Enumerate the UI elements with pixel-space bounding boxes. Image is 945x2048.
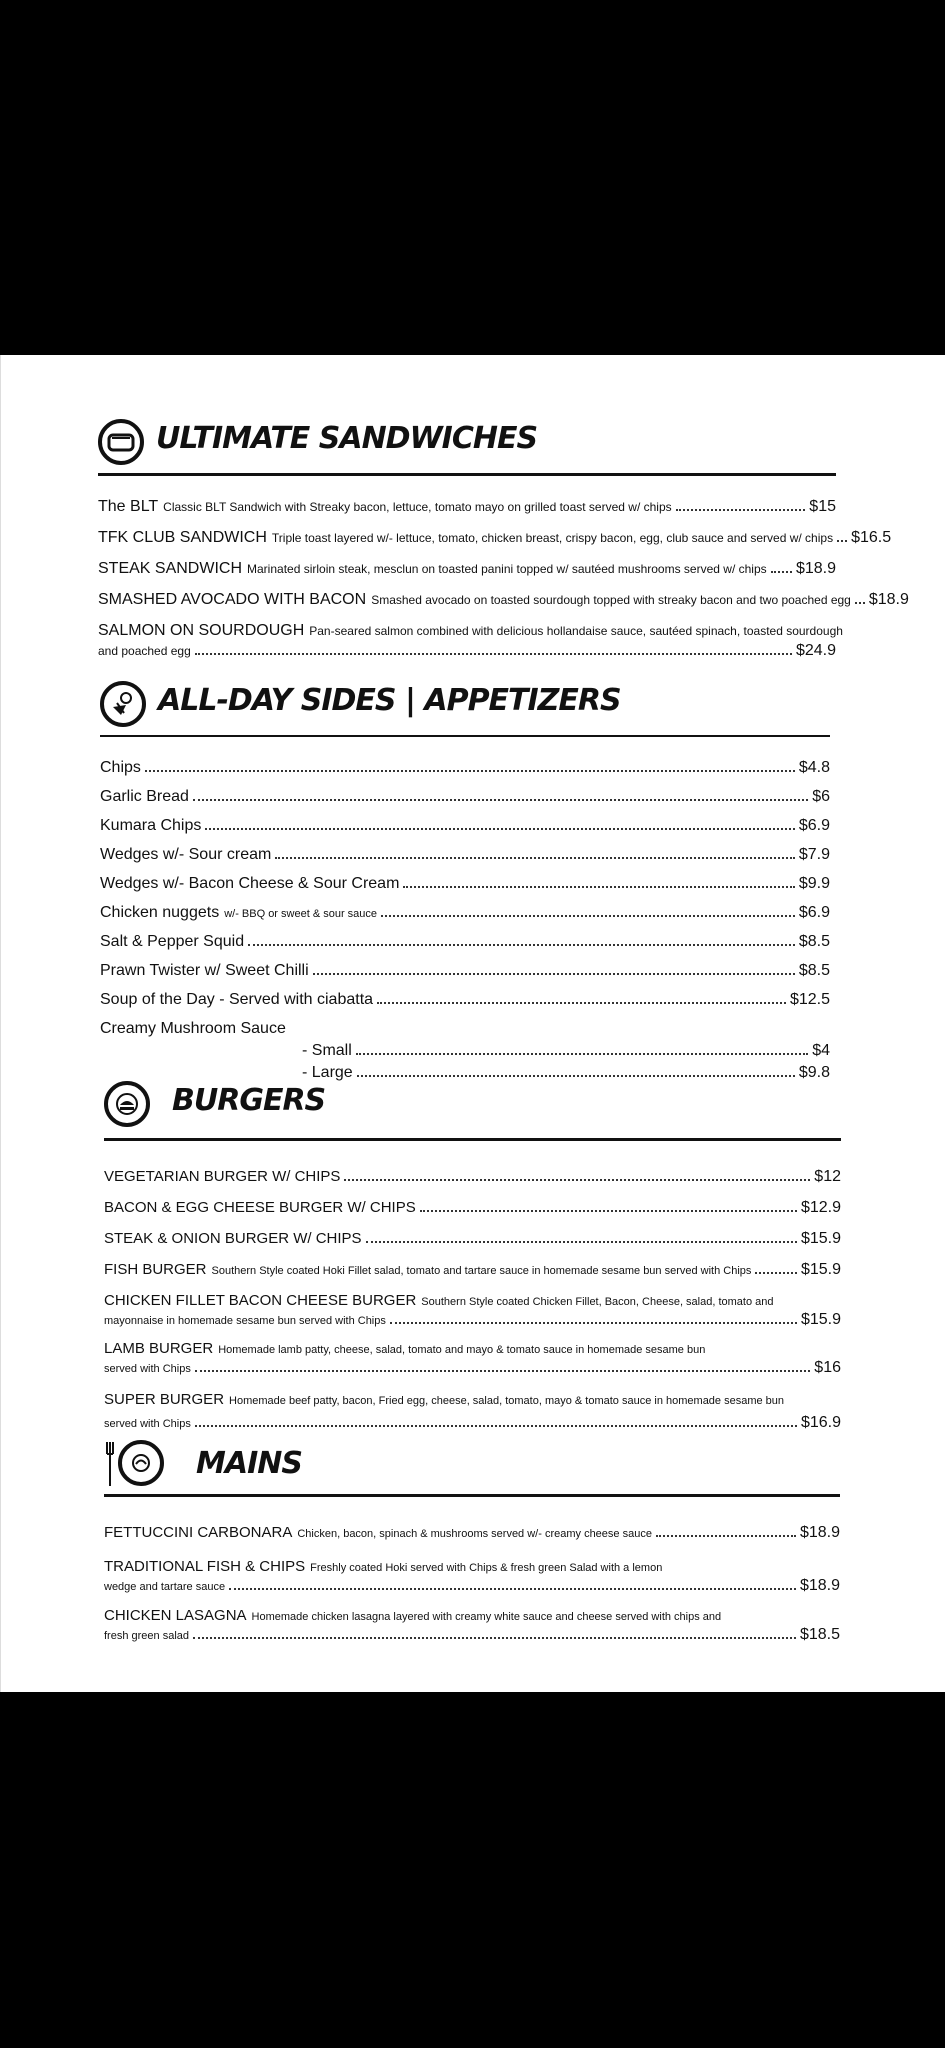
dot-leader [855, 602, 865, 604]
dot-leader [837, 540, 847, 542]
item-price: $9.9 [798, 875, 830, 892]
menu-item-salt-pepper-squid [100, 933, 830, 951]
cutlery-plate-icon [118, 1440, 164, 1486]
item-name: CHICKEN FILLET BACON CHEESE BURGER [104, 1292, 417, 1309]
item-name: LAMB BURGER [104, 1340, 214, 1357]
item-name: Creamy Mushroom Sauce [100, 1020, 286, 1037]
item-price: $15 [809, 498, 836, 515]
item-description: Chicken, bacon, spinach & mushrooms served w/- creamy cheese sauce [297, 1528, 652, 1540]
item-name: Wedges w/- Sour cream [100, 846, 272, 863]
item-price: $8.5 [798, 933, 830, 950]
menu-page [0, 355, 945, 1692]
item-price: $8.5 [798, 962, 830, 979]
dot-leader [676, 509, 806, 511]
item-description-cont: served with Chips [104, 1363, 191, 1375]
item-description: Homemade beef patty, bacon, Fried egg, cheese, salad, tomato, mayo & tomato sauce in homemade sesame bun [229, 1395, 785, 1407]
item-description: Classic BLT Sandwich with Streaky bacon, lettuce, tomato mayo on grilled toast served w/ chips [163, 500, 672, 514]
menu-item-garlic-bread [100, 788, 830, 806]
section-title: ULTIMATE SANDWICHES [156, 421, 538, 456]
item-name: Kumara Chips [100, 817, 202, 834]
item-name: SUPER BURGER [104, 1391, 225, 1408]
menu-item-chips [100, 759, 830, 777]
menu-item-chicken-lasagna [104, 1607, 840, 1644]
dot-leader [390, 1322, 797, 1324]
menu-item-chicken-nuggets [100, 904, 830, 922]
menu-item-lamb-burger [104, 1340, 841, 1377]
item-price: $18.9 [799, 1577, 840, 1594]
item-name: FISH BURGER [104, 1261, 207, 1278]
dot-leader [275, 857, 795, 859]
menu-item-fish-burger [104, 1261, 841, 1279]
dot-leader [193, 1637, 796, 1639]
item-name: The BLT [98, 498, 159, 515]
dot-leader [195, 1425, 797, 1427]
section-title: ALL-DAY SIDES | APPETIZERS [158, 683, 621, 718]
menu-item-prawn-twister [100, 962, 830, 980]
item-price: $12.9 [800, 1199, 841, 1216]
menu-item-tfk-club [98, 529, 892, 547]
item-price: $18.9 [868, 591, 909, 608]
item-name: TRADITIONAL FISH & CHIPS [104, 1558, 306, 1575]
item-description: Pan-seared salmon combined with delicious hollandaise sauce, sautéed spinach, toasted sourdough [309, 624, 843, 638]
item-name: STEAK SANDWICH [98, 560, 243, 577]
menu-item-steak-onion-burger [104, 1230, 841, 1248]
dot-leader [366, 1241, 797, 1243]
section-sides [100, 675, 830, 1081]
item-name: Salt & Pepper Squid [100, 933, 245, 950]
menu-item-fish-and-chips [104, 1558, 840, 1595]
item-name: FETTUCCINI CARBONARA [104, 1524, 293, 1541]
item-price: $7.9 [798, 846, 830, 863]
item-name: SMASHED AVOCADO WITH BACON [98, 591, 367, 608]
item-name: Garlic Bread [100, 788, 189, 805]
section-burgers [104, 1075, 841, 1431]
item-price: $18.5 [799, 1626, 840, 1643]
item-name: STEAK & ONION BURGER W/ CHIPS [104, 1230, 362, 1247]
dot-leader [195, 653, 792, 655]
item-price: $15.9 [800, 1230, 841, 1247]
item-price: $15.9 [800, 1311, 841, 1328]
dot-leader [195, 1370, 810, 1372]
item-name: - Large [302, 1064, 353, 1081]
item-description-cont: and poached egg [98, 644, 191, 658]
menu-item-vegetarian-burger [104, 1168, 841, 1186]
menu-item-steak-sandwich [98, 560, 836, 578]
item-price: $4 [812, 1042, 830, 1059]
item-description: Homemade lamb patty, cheese, salad, tomato and mayo & tomato sauce in homemade sesame bun [218, 1344, 706, 1356]
item-price: $6 [812, 788, 830, 805]
dot-leader [248, 944, 795, 946]
section-header [104, 1075, 841, 1141]
dot-leader [145, 770, 795, 772]
item-name: Wedges w/- Bacon Cheese & Sour Cream [100, 875, 400, 892]
item-name: Chips [100, 759, 141, 776]
sandwich-icon [98, 419, 144, 465]
section-sandwiches [98, 413, 909, 659]
dot-leader [420, 1210, 797, 1212]
item-description: Triple toast layered w/- lettuce, tomato, chicken breast, crispy bacon, egg, club sauce and served w/ chips [271, 531, 834, 545]
dot-leader [377, 1002, 786, 1004]
menu-subitem-small [302, 1042, 830, 1060]
item-price: $24.9 [795, 642, 836, 659]
dot-leader [403, 886, 794, 888]
dot-leader [205, 828, 794, 830]
item-price: $12.5 [789, 991, 830, 1008]
menu-item-blt [98, 498, 836, 516]
item-name: - Small [302, 1042, 352, 1059]
menu-item-soup-of-the-day [100, 991, 830, 1009]
item-price: $12 [814, 1168, 841, 1185]
item-price: $16 [814, 1359, 841, 1376]
dot-leader [755, 1272, 797, 1274]
fork-icon [106, 1442, 114, 1486]
item-name: Prawn Twister w/ Sweet Chilli [100, 962, 309, 979]
item-name: VEGETARIAN BURGER W/ CHIPS [104, 1168, 341, 1185]
item-price: $9.8 [798, 1064, 830, 1081]
item-price: $15.9 [800, 1261, 841, 1278]
item-name: TFK CLUB SANDWICH [98, 529, 267, 546]
menu-item-salmon-sourdough [98, 622, 843, 660]
dot-leader [656, 1535, 796, 1537]
dot-leader [771, 571, 792, 573]
menu-item-wedges-bacon-cheese [100, 875, 830, 893]
item-description: Southern Style coated Chicken Fillet, Bacon, Cheese, salad, tomato and [421, 1296, 774, 1308]
item-description: Freshly coated Hoki served with Chips & fresh green Salad with a lemon [310, 1562, 663, 1574]
item-description: Southern Style coated Hoki Fillet salad, tomato and tartare sauce in homemade sesame bun served with Chips [211, 1265, 752, 1277]
dot-leader [381, 915, 795, 917]
item-name: CHICKEN LASAGNA [104, 1607, 247, 1624]
item-description-cont: mayonnaise in homemade sesame bun served with Chips [104, 1315, 386, 1327]
menu-item-wedges-sour-cream [100, 846, 830, 864]
item-description: Smashed avocado on toasted sourdough topped with streaky bacon and two poached egg [371, 593, 851, 607]
item-name: Soup of the Day - Served with ciabatta [100, 991, 374, 1008]
burger-plate-icon [104, 1081, 150, 1127]
item-description-cont: wedge and tartare sauce [104, 1581, 226, 1593]
item-price: $16.5 [851, 529, 892, 546]
item-description-cont: served with Chips [104, 1418, 191, 1430]
menu-item-smashed-avocado [98, 591, 909, 609]
item-price: $6.9 [798, 904, 830, 921]
menu-item-bacon-egg-burger [104, 1199, 841, 1217]
item-description: w/- BBQ or sweet & sour sauce [224, 908, 378, 920]
menu-item-super-burger [104, 1391, 841, 1432]
dot-leader [356, 1053, 808, 1055]
item-description-cont: fresh green salad [104, 1630, 189, 1642]
dot-leader [229, 1588, 796, 1590]
menu-item-creamy-mushroom-sauce [100, 1020, 830, 1038]
dot-leader [193, 799, 808, 801]
item-price: $18.9 [795, 560, 836, 577]
section-title: MAINS [196, 1446, 302, 1481]
menu-item-kumara-chips [100, 817, 830, 835]
dot-leader [313, 973, 795, 975]
item-price: $6.9 [798, 817, 830, 834]
appetizer-plate-icon [100, 681, 146, 727]
item-name: SALMON ON SOURDOUGH [98, 622, 305, 639]
item-name: Chicken nuggets [100, 904, 220, 921]
item-name: BACON & EGG CHEESE BURGER W/ CHIPS [104, 1199, 416, 1216]
menu-item-chicken-fillet-burger [104, 1292, 841, 1329]
item-description: Homemade chicken lasagna layered with creamy white sauce and cheese served with chips and [251, 1611, 722, 1623]
item-price: $16.9 [800, 1414, 841, 1431]
section-header [104, 1440, 840, 1497]
item-price: $4.8 [798, 759, 830, 776]
dot-leader [344, 1179, 810, 1181]
section-header [98, 413, 836, 476]
item-price: $18.9 [799, 1524, 840, 1541]
section-mains [104, 1440, 840, 1643]
section-header [100, 675, 830, 737]
item-description: Marinated sirloin steak, mesclun on toasted panini topped w/ sautéed mushrooms served w/ chips [247, 562, 767, 576]
section-title: BURGERS [172, 1083, 326, 1118]
menu-item-fettuccini-carbonara [104, 1524, 840, 1542]
